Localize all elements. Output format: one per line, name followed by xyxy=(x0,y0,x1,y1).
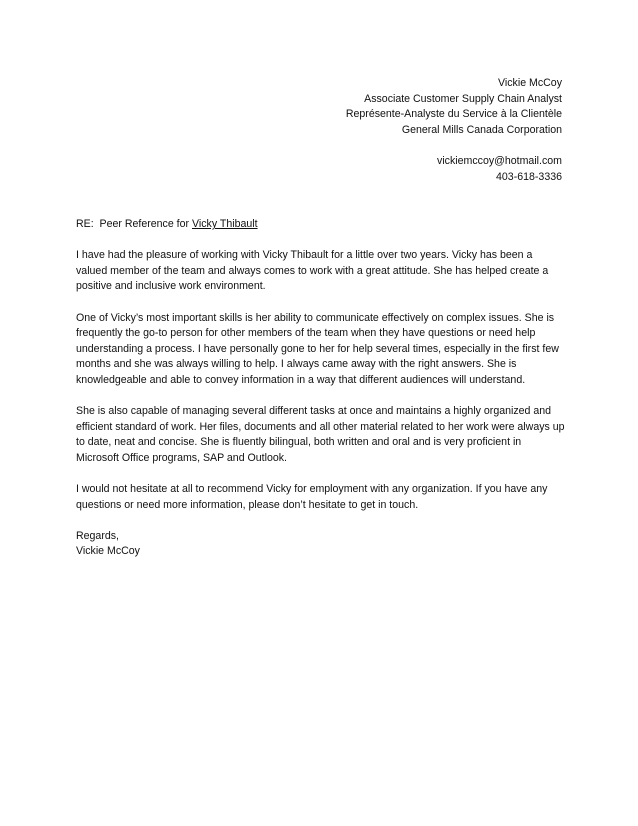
sender-title-english: Associate Customer Supply Chain Analyst xyxy=(364,92,562,105)
sender-email: vickiemccoy@hotmail.com xyxy=(437,154,562,167)
subject-line xyxy=(76,217,566,233)
letter-body xyxy=(76,217,566,560)
paragraph-introduction: I have had the pleasure of working with Vicky Thibault for a little over two years. Vicky has been a valued member of the team and always comes to work with a great attitude. She has helped create a positive and inclusive work environment. xyxy=(76,249,549,293)
sender-company: General Mills Canada Corporation xyxy=(401,123,562,136)
sender-spacer xyxy=(222,138,562,154)
sender-block xyxy=(222,76,562,185)
closing-salutation: Regards, xyxy=(76,529,119,542)
sender-title-french: Représente-Analyste du Service à la Clientèle xyxy=(345,108,562,121)
subject-prefix: RE: Peer Reference for xyxy=(76,218,192,230)
paragraph-communication-skills: One of Vicky’s most important skills is her ability to communicate effectively on complex issues. She is frequently the go-to person for other members of the team when they have questions or need help understanding a process. I have personally gone to her for help several times, especially in the first few months and she was always willing to help. I always came away with the right answers. She is knowledgeable and able to convey information in a way that different audiences will understand. xyxy=(76,311,559,386)
subject-name: Vicky Thibault xyxy=(192,218,258,230)
sender-name: Vickie McCoy xyxy=(498,77,562,89)
closing-block xyxy=(76,529,566,560)
paragraph-recommendation: I would not hesitate at all to recommend Vicky for employment with any organization. If you have any questions or need more information, please don’t hesitate to get in touch. xyxy=(76,483,548,511)
closing-signature: Vickie McCoy xyxy=(76,545,140,558)
sender-phone: 403-618-3336 xyxy=(496,170,562,183)
paragraph-organization-skills: She is also capable of managing several different tasks at once and maintains a highly organized and efficient standard of work. Her files, documents and all other material related to her work were always up to date, neat and concise. She is fluently bilingual, both written and oral and is very proficient in Microsoft Office programs, SAP and Outlook. xyxy=(76,405,565,464)
